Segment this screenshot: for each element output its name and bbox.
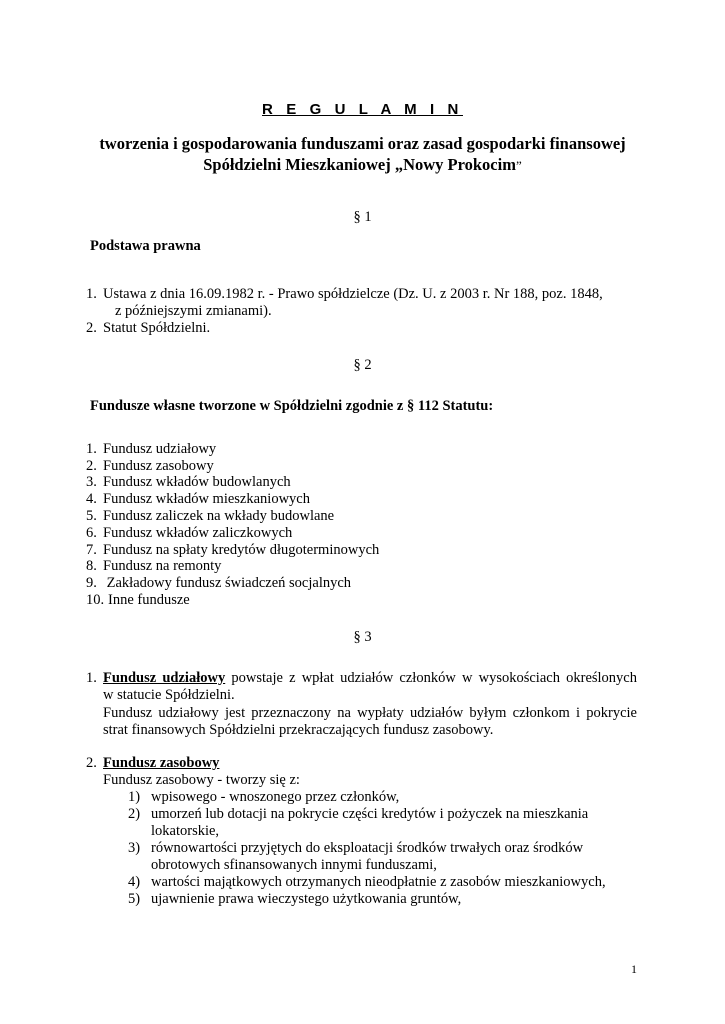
list-item-number: 7. xyxy=(86,542,97,558)
list-item-number: 5. xyxy=(86,508,97,524)
s1-item-2-line1: Statut Spółdzielni. xyxy=(103,320,211,336)
sublist-item: wartości majątkowych otrzymanych nieodpłatnie z zasobów mieszkaniowych, xyxy=(151,874,606,890)
sublist-item: umorzeń lub dotacji na pokrycie części kredytów i pożyczek na mieszkania xyxy=(151,806,589,822)
s1-item-2-number: 2. xyxy=(86,320,97,336)
s3-p2-number: 2. xyxy=(86,755,97,771)
sublist-item-number: 2) xyxy=(128,806,141,822)
document-subtitle-line2 xyxy=(0,155,725,175)
sublist-item: równowartości przyjętych do eksploatacji środków trwałych oraz środków xyxy=(151,840,584,856)
list-item: Fundusz wkładów zaliczkowych xyxy=(103,525,293,541)
section-2-heading: Fundusze własne tworzone w Spółdzielni zgodnie z § 112 Statutu: xyxy=(90,398,494,414)
s3-p1-line1 xyxy=(103,670,637,687)
s3-p1-line4: strat finansowych Spółdzielni przekraczających fundusz zasobowy. xyxy=(103,722,494,738)
list-item-number: 3. xyxy=(86,474,97,490)
s3-p1-line1-rest: powstaje z wpłat udziałów członków w wysokościach określonych xyxy=(225,670,637,686)
list-item: Zakładowy fundusz świadczeń socjalnych xyxy=(103,575,352,591)
sublist-item: wpisowego - wnoszonego przez członków, xyxy=(151,789,400,805)
subtitle-closing-quote: ” xyxy=(515,158,522,173)
sublist-item-number: 1) xyxy=(128,789,141,805)
s3-p2-intro: Fundusz zasobowy - tworzy się z: xyxy=(103,772,300,788)
sublist-item-continuation: lokatorskie, xyxy=(151,823,220,839)
s1-item-1-number: 1. xyxy=(86,286,97,302)
s1-item-1-line2: z późniejszymi zmianami). xyxy=(115,303,272,319)
section-mark-1: § 1 xyxy=(353,209,372,225)
list-item-number: 8. xyxy=(86,558,97,574)
list-item-number: 9. xyxy=(86,575,97,591)
s3-p1-line2: w statucie Spółdzielni. xyxy=(103,687,235,703)
list-item-number: 10. xyxy=(86,592,105,608)
subtitle-line2-main: Spółdzielni Mieszkaniowej „Nowy Prokocim xyxy=(203,155,516,174)
list-item: Fundusz na spłaty kredytów długoterminowych xyxy=(103,542,380,558)
list-item: Fundusz udziałowy xyxy=(103,441,217,457)
list-item-number: 6. xyxy=(86,525,97,541)
list-item: Inne fundusze xyxy=(108,592,190,608)
document-subtitle-line1: tworzenia i gospodarowania funduszami oraz zasad gospodarki finansowej xyxy=(99,134,626,153)
list-item-number: 4. xyxy=(86,491,97,507)
fund-name-zasobowy: Fundusz zasobowy xyxy=(103,755,220,771)
sublist-item-number: 4) xyxy=(128,874,141,890)
sublist-item-number: 5) xyxy=(128,891,141,907)
sublist-item-continuation: obrotowych sfinansowanych innymi funduszami, xyxy=(151,857,437,873)
list-item: Fundusz na remonty xyxy=(103,558,222,574)
section-1-heading: Podstawa prawna xyxy=(90,238,201,254)
document-title: R E G U L A M I N xyxy=(262,101,463,118)
list-item: Fundusz wkładów budowlanych xyxy=(103,474,291,490)
s1-item-1-line1: Ustawa z dnia 16.09.1982 r. - Prawo spółdzielcze (Dz. U. z 2003 r. Nr 188, poz. 1848, xyxy=(103,286,603,302)
fund-name-udzialowy: Fundusz udziałowy xyxy=(103,670,226,686)
list-item-number: 2. xyxy=(86,458,97,474)
sublist-item: ujawnienie prawa wieczystego użytkowania gruntów, xyxy=(151,891,462,907)
s3-p1-line3: Fundusz udziałowy jest przeznaczony na wypłaty udziałów byłym członkom i pokrycie xyxy=(103,705,637,721)
section-mark-2: § 2 xyxy=(353,357,372,373)
list-item: Fundusz zasobowy xyxy=(103,458,214,474)
list-item-number: 1. xyxy=(86,441,97,457)
s3-p1-number: 1. xyxy=(86,670,97,686)
list-item: Fundusz zaliczek na wkłady budowlane xyxy=(103,508,335,524)
sublist-item-number: 3) xyxy=(128,840,141,856)
section-mark-3: § 3 xyxy=(353,629,372,645)
page-number: 1 xyxy=(631,962,637,976)
list-item: Fundusz wkładów mieszkaniowych xyxy=(103,491,310,507)
